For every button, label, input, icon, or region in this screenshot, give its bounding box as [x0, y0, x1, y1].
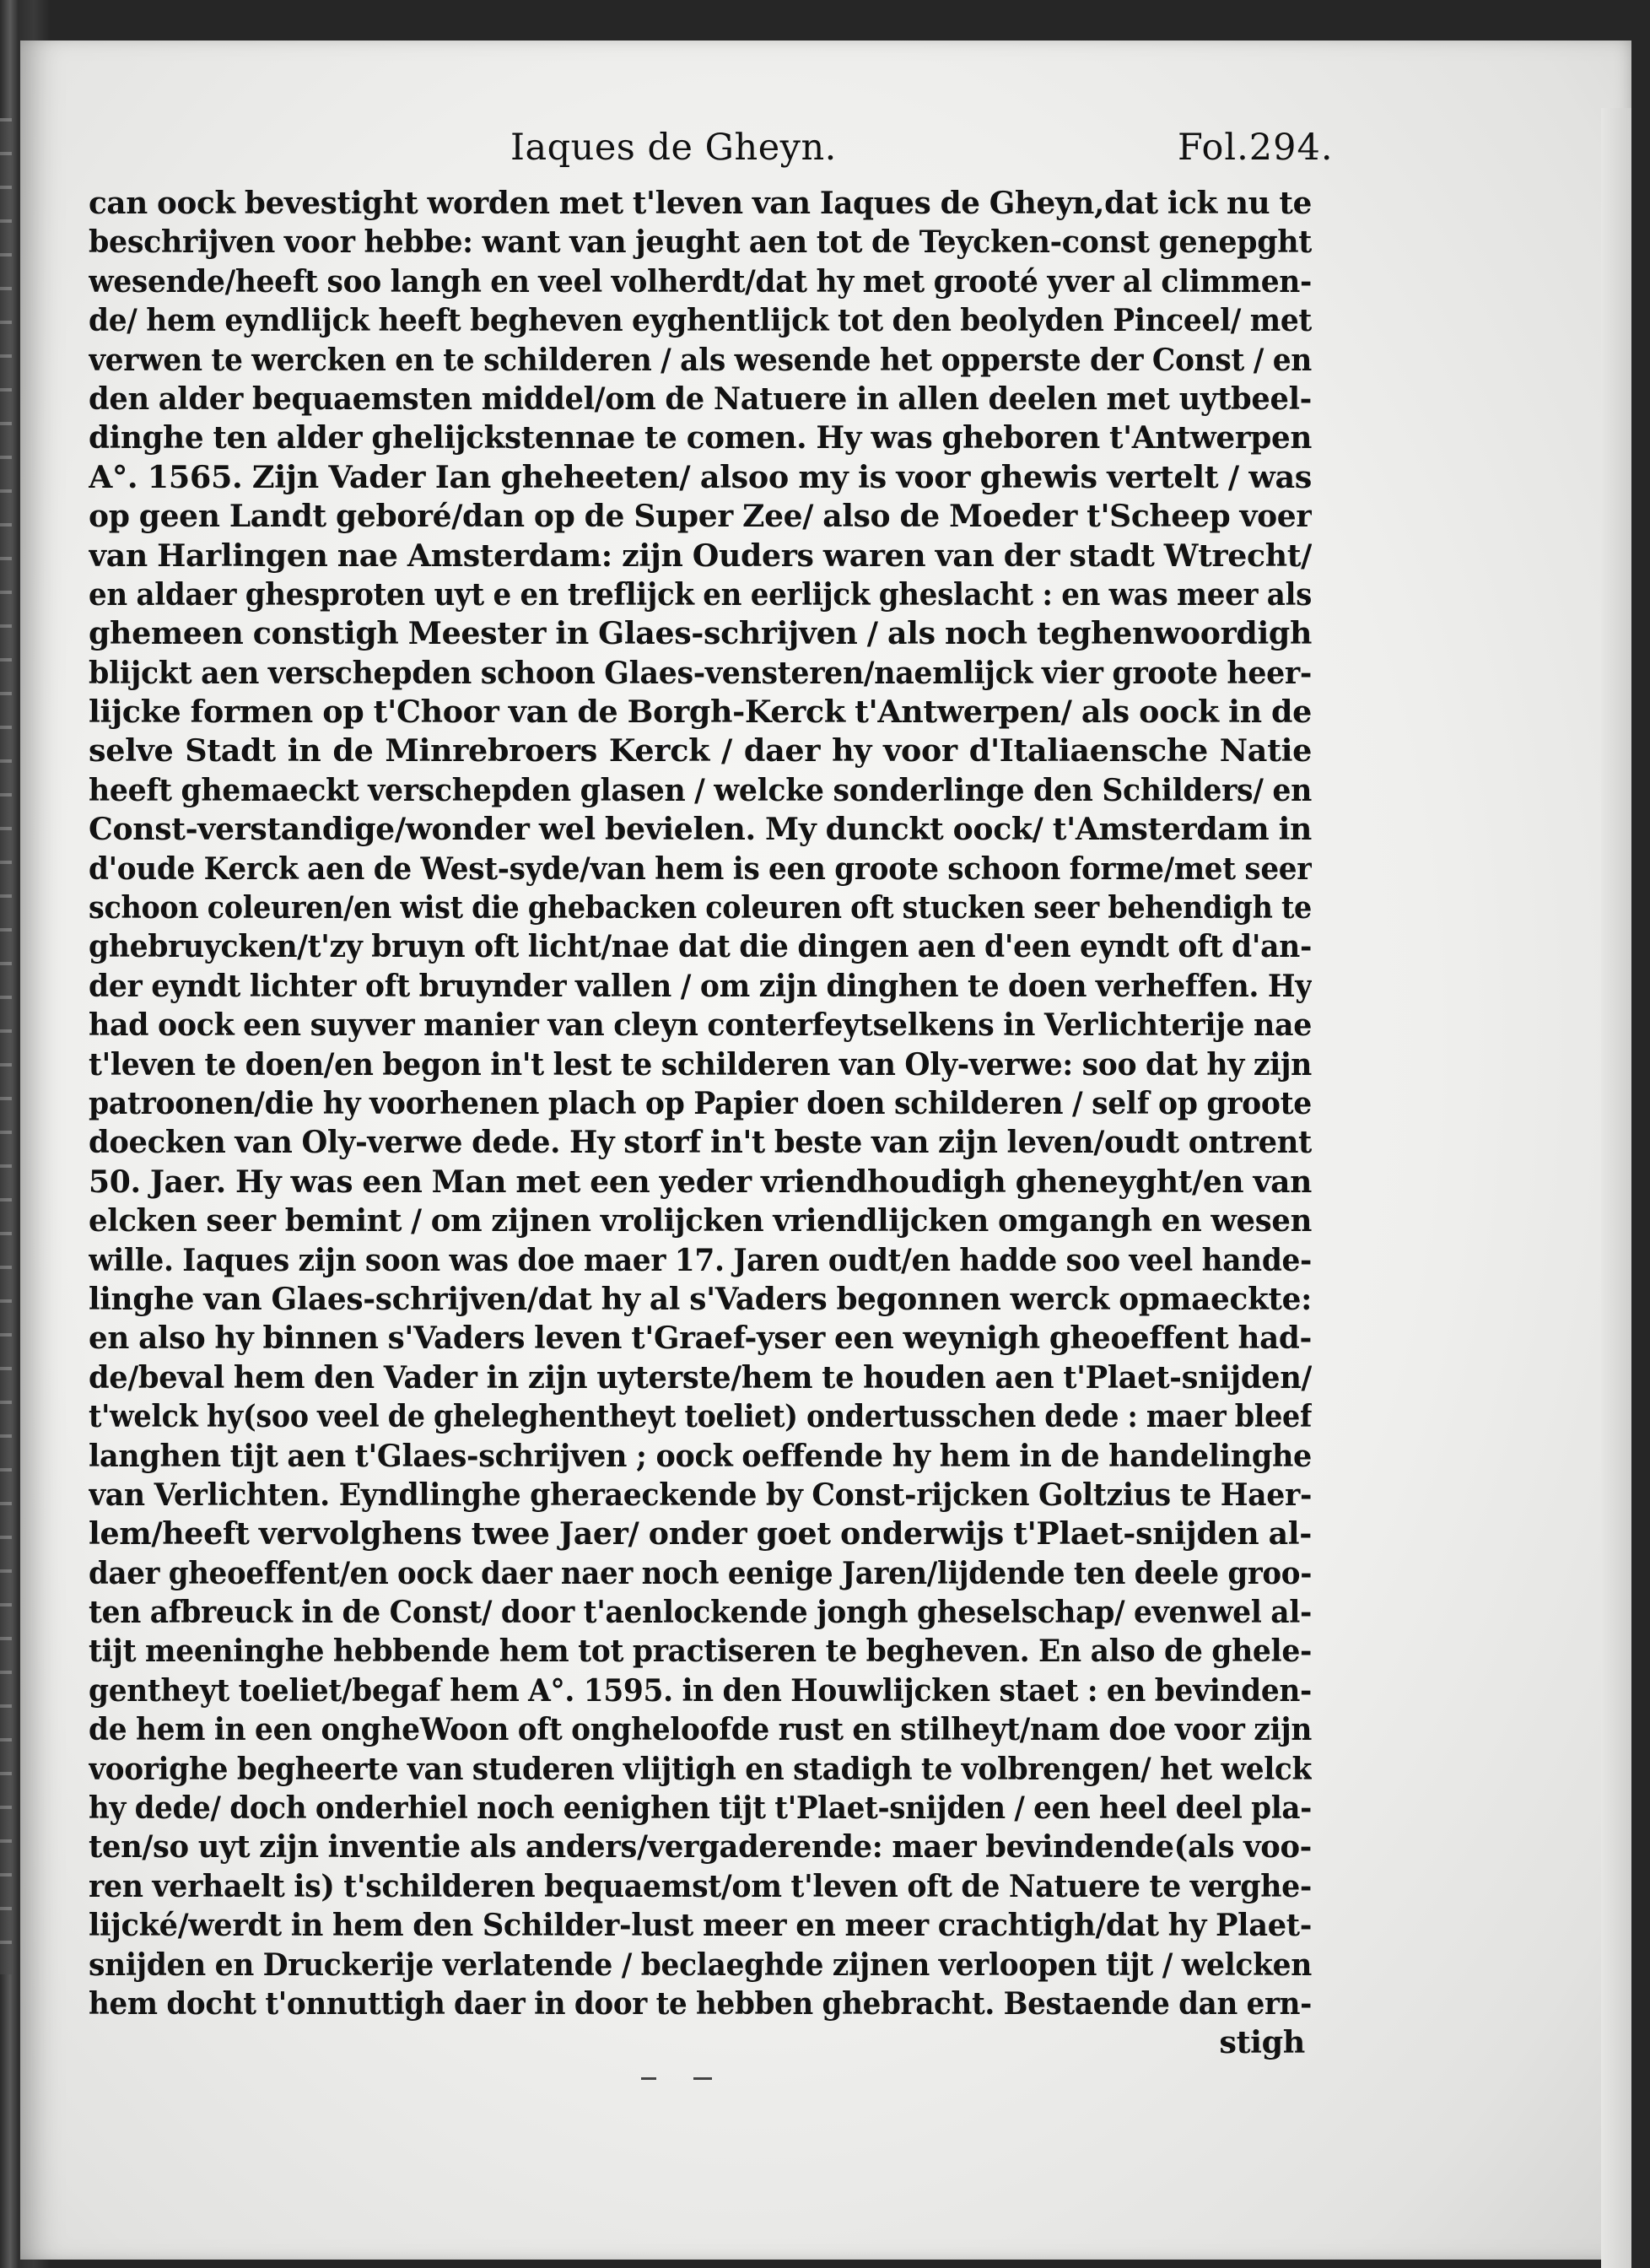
text-line: en aldaer ghesproten uyt e en treflijck en eerlijck gheslacht : en was meer als: [89, 575, 1312, 613]
text-line: selve Stadt in de Minrebroers Kerck / daer hy voor d'Italiaensche Natie: [89, 732, 1312, 770]
text-line: t'leven te doen/en begon in't lest te schilderen van Oly-verwe: soo dat hy zijn: [89, 1045, 1312, 1083]
folio-number: Fol.294.: [1178, 127, 1334, 169]
text-line: doecken van Oly-verwe dede. Hy storf in't beste van zijn leven/oudt ontrent: [89, 1124, 1312, 1161]
text-line: linghe van Glaes-schrijven/dat hy al s'Vaders begonnen werck opmaeckte:: [89, 1280, 1312, 1317]
text-line: can oock bevestight worden met t'leven van Iaques de Gheyn,dat ick nu te: [89, 185, 1312, 221]
text-line: lem/heeft vervolghens twee Jaer/ onder goet onderwijs t'Plaet-snijden al-: [89, 1515, 1312, 1552]
ink-marks: [641, 2077, 742, 2084]
text-line: dinghe ten alder ghelijckstennae te comen. Hy was gheboren t'Antwerpen: [89, 419, 1312, 456]
text-line: ghemeen constigh Meester in Glaes-schrijven / als noch teghenwoordigh: [89, 615, 1312, 652]
text-line: lijcké/werdt in hem den Schilder-lust meer en meer crachtigh/dat hy Plaet-: [89, 1907, 1312, 1944]
text-line: ghebruycken/t'zy bruyn oft licht/nae dat die dingen aen d'een eyndt oft d'an-: [89, 928, 1312, 965]
text-line: wesende/heeft soo langh en veel volherdt/dat hy met grooté yver al climmen-: [89, 262, 1312, 300]
adjacent-page-edge: [0, 118, 12, 1974]
text-line: gentheyt toeliet/begaf hem A°. 1595. in den Houwlijcken staet : en bevinden-: [89, 1671, 1312, 1709]
text-line: op geen Landt geboré/dan op de Super Zee/ also de Moeder t'Scheep voer: [89, 498, 1312, 535]
text-line: ten/so uyt zijn inventie als anders/vergaderende: maer bevindende(als voo-: [89, 1828, 1312, 1866]
text-line: schoon coleuren/en wist die ghebacken coleuren oft stucken seer behendigh te: [89, 889, 1312, 926]
text-line: beschrijven voor hebbe: want van jeught aen tot de Teycken-const genepght: [89, 224, 1312, 261]
text-line: blijckt aen verschepden schoon Glaes-vensteren/naemlijck vier groote heer-: [89, 654, 1312, 691]
text-line: stigh: [1219, 2024, 1305, 2061]
text-line: en also hy binnen s'Vaders leven t'Graef-yser een weynigh gheoeffent had-: [89, 1320, 1312, 1357]
text-line: ten afbreuck in de Const/ door t'aenlockende jongh gheselschap/ evenwel al-: [89, 1594, 1312, 1631]
text-line: de/ hem eyndlijck heeft begheven eyghentlijck tot den beolyden Pinceel/ met: [89, 302, 1312, 339]
ink-mark: [641, 2077, 656, 2080]
text-line: wille. Iaques zijn soon was doe maer 17. Jaren oudt/en hadde soo veel hande-: [89, 1241, 1312, 1278]
text-line: hem docht t'onnuttigh daer in door te hebben ghebracht. Bestaende dan ern-: [89, 1984, 1312, 2022]
text-line: Const-verstandige/wonder wel bevielen. My dunckt oock/ t'Amsterdam in: [89, 811, 1312, 848]
text-line: der eyndt lichter oft bruynder vallen / om zijn dinghen te doen verheffen. Hy: [89, 967, 1312, 1004]
text-line: A°. 1565. Zijn Vader Ian gheheeten/ alsoo my is voor ghewis vertelt / was: [89, 458, 1312, 495]
text-line: 50. Jaer. Hy was een Man met een yeder vriendhoudigh gheneyght/en van: [89, 1163, 1312, 1200]
text-line: heeft ghemaeckt verschepden glasen / welcke sonderlinge den Schilders/ en: [89, 771, 1312, 808]
text-line: t'welck hy(soo veel de gheleghentheyt toeliet) ondertusschen dede : maer bleef: [89, 1398, 1312, 1435]
text-line: lijcke formen op t'Choor van de Borgh-Kerck t'Antwerpen/ als oock in de: [89, 694, 1312, 731]
text-line: den alder bequaemsten middel/om de Natuere in allen deelen met uytbeel-: [89, 380, 1312, 417]
text-line: voorighe begheerte van studeren vlijtigh en stadigh te volbrengen/ het welck: [89, 1750, 1312, 1787]
text-line: ren verhaelt is) t'schilderen bequaemst/om t'leven oft de Natuere te verghe-: [89, 1867, 1312, 1904]
text-line: had oock een suyver manier van cleyn conterfeytselkens in Verlichterije nae: [89, 1007, 1312, 1044]
text-line: snijden en Druckerije verlatende / beclaeghde zijnen verloopen tijt / welcken: [89, 1946, 1312, 1983]
text-line: van Verlichten. Eyndlinghe gheraeckende by Const-rijcken Goltzius te Haer-: [89, 1476, 1312, 1513]
text-line: d'oude Kerck aen de West-syde/van hem is een groote schoon forme/met seer: [89, 850, 1312, 887]
text-line: van Harlingen nae Amsterdam: zijn Ouders waren van der stadt Wtrecht/: [89, 537, 1312, 574]
text-line: verwen te wercken en te schilderen / als wesende het opperste der Const / en: [89, 341, 1312, 378]
text-line: daer gheoeffent/en oock daer naer noch eenige Jaren/lijdende ten deele groo-: [89, 1554, 1312, 1591]
page-header: [84, 127, 1350, 177]
ink-mark: [693, 2077, 712, 2080]
text-line: langhen tijt aen t'Glaes-schrijven ; oock oeffende hy hem in de handelinghe: [89, 1437, 1312, 1474]
body-text: [89, 184, 1312, 2063]
text-line: de hem in een ongheWoon oft ongheloofde rust en stilheyt/nam doe voor zijn: [89, 1711, 1312, 1748]
text-line: tijt meeninghe hebbende hem tot practiseren te begheven. En also de ghele-: [89, 1633, 1312, 1670]
text-line: hy dede/ doch onderhiel noch eenighen tijt t'Plaet-snijden / een heel deel pla-: [89, 1790, 1312, 1827]
next-leaf-edge: [1601, 108, 1631, 2268]
text-line: patroonen/die hy voorhenen plach op Papier doen schilderen / self op groote: [89, 1084, 1312, 1121]
text-line: de/beval hem den Vader in zijn uyterste/hem te houden aen t'Plaet-snijden/: [89, 1358, 1312, 1396]
running-head: Iaques de Gheyn.: [510, 127, 837, 169]
text-line: elcken seer bemint / om zijnen vrolijcken vriendlijcken omgangh en wesen: [89, 1202, 1312, 1239]
